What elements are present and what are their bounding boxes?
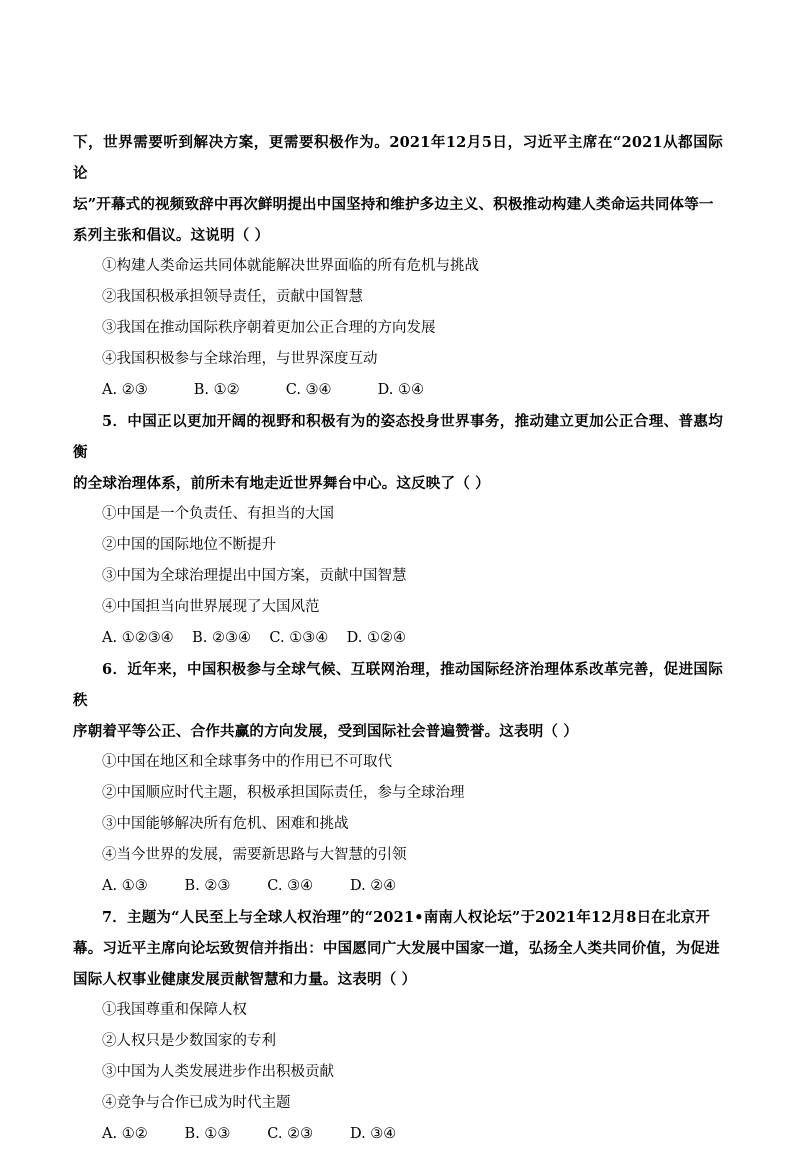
question-6-option-4: ④当今世界的发展，需要新思路与大智慧的引领 bbox=[102, 847, 407, 863]
question-7-option-2: ②人权只是少数国家的专利 bbox=[102, 1033, 276, 1049]
question-7-stem-line-1: 7．主题为“人民至上与全球人权治理”的“2021•南南人权论坛”于2021年12月8日在北京开 bbox=[102, 909, 711, 926]
question-4-choices: A. ②③ B. ①② C. ③④ D. ①④ bbox=[102, 382, 424, 398]
question-4 bbox=[73, 127, 723, 406]
question-4-option-1: ①构建人类命运共同体就能解决世界面临的所有危机与挑战 bbox=[102, 258, 479, 274]
question-5-option-4: ④中国担当向世界展现了大国风范 bbox=[102, 599, 320, 615]
question-4-option-3: ③我国在推动国际秩序朝着更加公正合理的方向发展 bbox=[102, 320, 436, 336]
question-7 bbox=[73, 902, 723, 1150]
question-4-stem-line-3: 系列主张和倡议。这说明（ ） bbox=[73, 227, 270, 244]
question-5 bbox=[73, 406, 723, 654]
question-4-option-4: ④我国积极参与全球治理，与世界深度互动 bbox=[102, 351, 378, 367]
question-4-stem-line-1: 下，世界需要听到解决方案，更需要积极作为。2021年12月5日，习近平主席在“2021从都国际论 bbox=[73, 134, 723, 182]
question-6 bbox=[73, 654, 723, 902]
question-5-option-2: ②中国的国际地位不断提升 bbox=[102, 537, 276, 553]
question-5-option-1: ①中国是一个负责任、有担当的大国 bbox=[102, 506, 334, 522]
question-7-stem-line-3: 国际人权事业健康发展贡献智慧和力量。这表明（ ） bbox=[73, 971, 417, 988]
question-5-stem-line-1: 5．中国正以更加开阔的视野和积极有为的姿态投身世界事务，推动建立更加公正合理、普惠均衡 bbox=[73, 413, 723, 461]
page-content bbox=[73, 127, 723, 1150]
question-4-stem-line-2: 坛”开幕式的视频致辞中再次鲜明提出中国坚持和维护多边主义、积极推动构建人类命运共同体等一 bbox=[73, 196, 714, 213]
question-6-choices: A. ①③ B. ②③ C. ③④ D. ②④ bbox=[102, 878, 397, 894]
question-7-option-3: ③中国为人类发展进步作出积极贡献 bbox=[102, 1064, 334, 1080]
question-5-stem-line-2: 的全球治理体系，前所未有地走近世界舞台中心。这反映了（ ） bbox=[73, 475, 490, 492]
question-7-choices: A. ①② B. ①③ C. ②③ D. ③④ bbox=[102, 1126, 397, 1142]
question-7-stem-line-2: 幕。习近平主席向论坛致贺信并指出：中国愿同广大发展中国家一道，弘扬全人类共同价值，为促进 bbox=[73, 940, 720, 957]
question-5-option-3: ③中国为全球治理提出中国方案，贡献中国智慧 bbox=[102, 568, 407, 584]
question-7-option-4: ④竞争与合作已成为时代主题 bbox=[102, 1095, 291, 1111]
question-6-option-2: ②中国顺应时代主题，积极承担国际责任，参与全球治理 bbox=[102, 785, 465, 801]
question-6-stem-line-2: 序朝着平等公正、合作共赢的方向发展，受到国际社会普遍赞誉。这表明（ ） bbox=[73, 723, 579, 740]
question-6-option-3: ③中国能够解决所有危机、困难和挑战 bbox=[102, 816, 349, 832]
question-4-option-2: ②我国积极承担领导责任，贡献中国智慧 bbox=[102, 289, 363, 305]
question-6-option-1: ①中国在地区和全球事务中的作用已不可取代 bbox=[102, 754, 392, 770]
question-5-choices: A. ①②③④ B. ②③④ C. ①③④ D. ①②④ bbox=[102, 630, 406, 646]
question-6-stem-line-1: 6．近年来，中国积极参与全球气候、互联网治理，推动国际经济治理体系改革完善，促进国际秩 bbox=[73, 661, 723, 709]
question-7-option-1: ①我国尊重和保障人权 bbox=[102, 1002, 247, 1018]
